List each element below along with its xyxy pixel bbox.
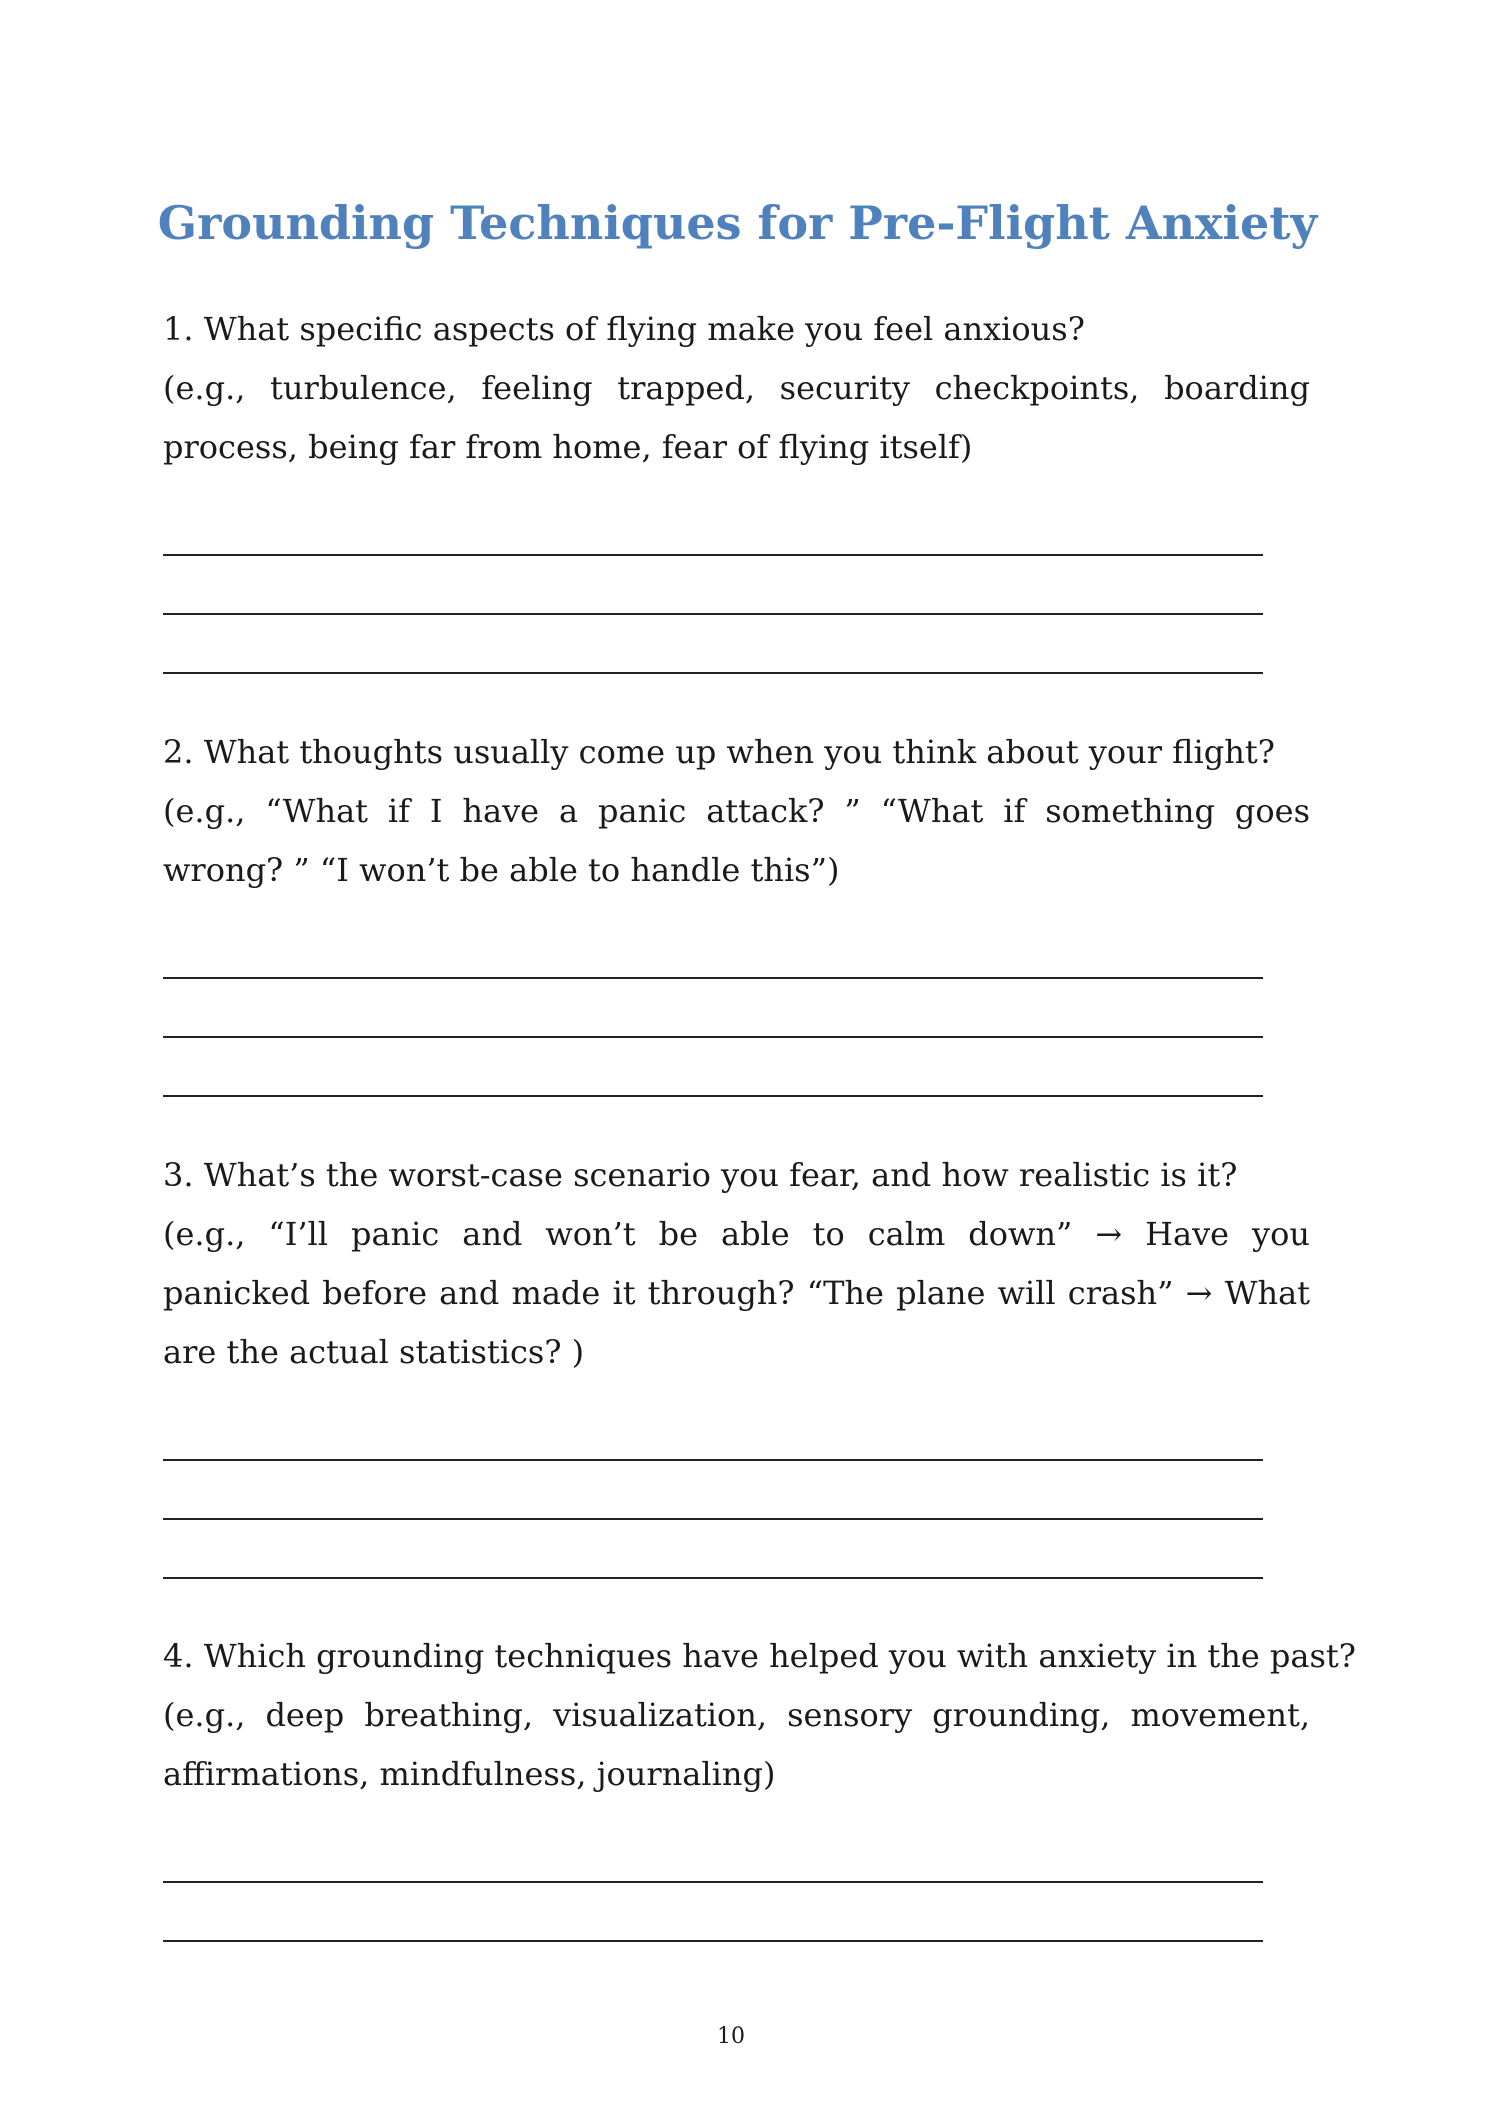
question-3-text: 3. What’s the worst-case scenario you fear, and how realistic is it? <box>163 1156 1238 1194</box>
page-title: Grounding Techniques for Pre-Flight Anxiety <box>157 196 1318 250</box>
question-2-text: 2. What thoughts usually come up when you think about your flight? <box>163 733 1275 771</box>
answer-line[interactable] <box>163 1883 1263 1942</box>
answer-line[interactable] <box>163 1038 1263 1097</box>
question-2-answer-area[interactable] <box>163 920 1263 1097</box>
question-3-answer-area[interactable] <box>163 1402 1263 1579</box>
question-2-example: (e.g., “What if I have a panic attack? ” “What if something goes wrong? ” “I won’t be able to handle this”) <box>163 792 1310 889</box>
answer-line[interactable] <box>163 1402 1263 1461</box>
question-3 <box>163 1146 1310 1382</box>
answer-line[interactable] <box>163 979 1263 1038</box>
answer-line[interactable] <box>163 556 1263 615</box>
question-4-text: 4. Which grounding techniques have helped you with anxiety in the past? <box>163 1637 1356 1675</box>
question-4-answer-area[interactable] <box>163 1824 1263 1942</box>
question-1 <box>163 300 1310 477</box>
question-2 <box>163 723 1310 900</box>
answer-line[interactable] <box>163 1520 1263 1579</box>
question-1-answer-area[interactable] <box>163 497 1263 674</box>
question-1-example: (e.g., turbulence, feeling trapped, security checkpoints, boarding process, being far from home, fear of flying itself) <box>163 369 1310 466</box>
question-3-example: (e.g., “I’ll panic and won’t be able to calm down” → Have you panicked before and made it through? “The plane will crash” → What are the actual statistics? ) <box>163 1215 1310 1371</box>
answer-line[interactable] <box>163 920 1263 979</box>
answer-line[interactable] <box>163 497 1263 556</box>
answer-line[interactable] <box>163 1824 1263 1883</box>
question-4-example: (e.g., deep breathing, visualization, sensory grounding, movement, affirmations, mindfulness, journaling) <box>163 1696 1310 1793</box>
page-number: 10 <box>717 2024 745 2049</box>
question-1-text: 1. What specific aspects of flying make you feel anxious? <box>163 310 1085 348</box>
question-4 <box>163 1627 1356 1804</box>
answer-line[interactable] <box>163 615 1263 674</box>
answer-line[interactable] <box>163 1461 1263 1520</box>
